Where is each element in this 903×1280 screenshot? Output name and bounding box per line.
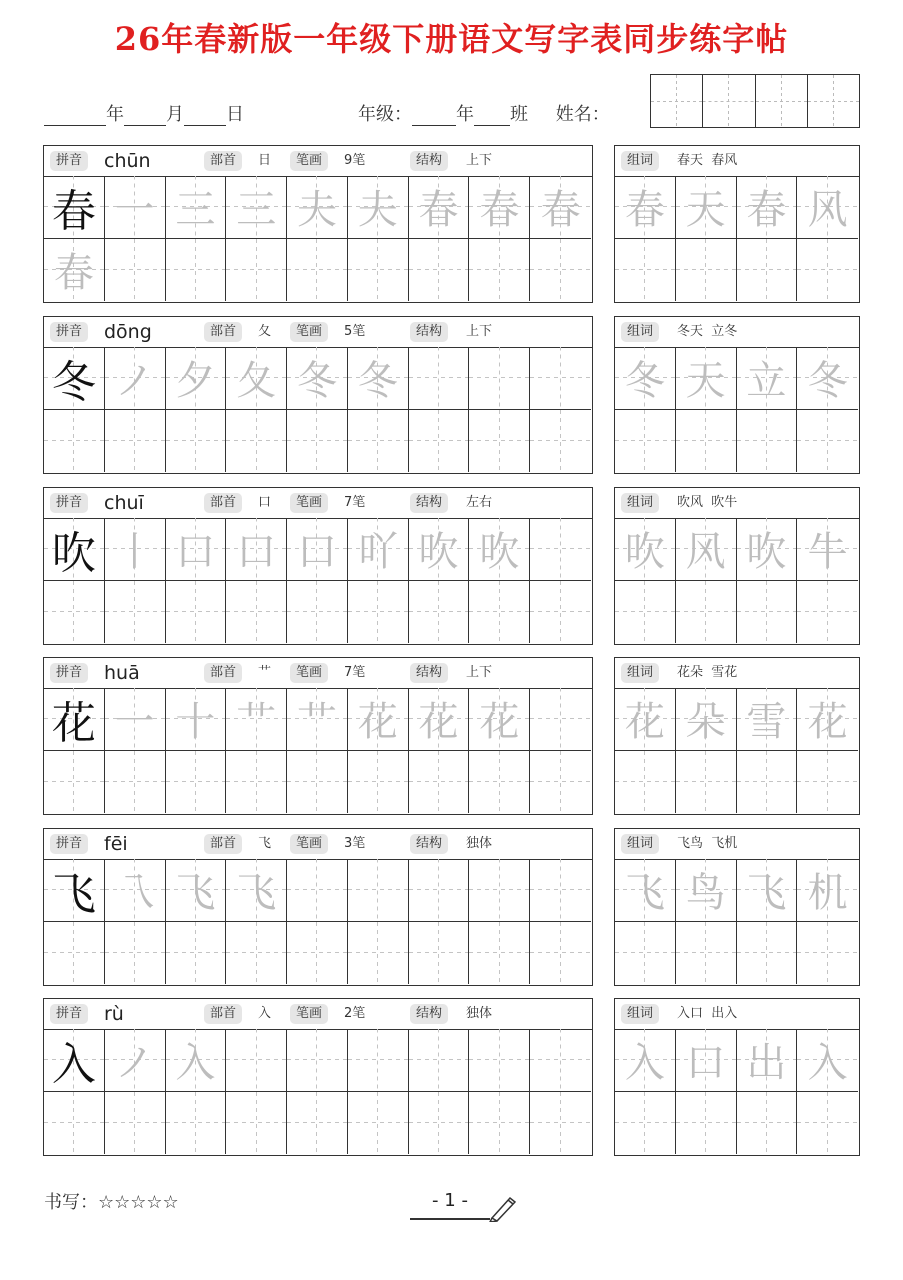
name-grid[interactable] [650,74,860,128]
practice-cell[interactable] [226,1092,287,1155]
practice-cell[interactable] [469,1092,530,1155]
stroke-trace-cell[interactable]: 花 [469,688,530,751]
word-trace-cell[interactable]: 雪 [737,688,798,751]
strokes-tag: 笔画 [290,151,328,171]
name-cell[interactable] [808,75,859,127]
pinyin-tag: 拼音 [50,322,88,342]
practice-cell[interactable] [615,1092,676,1155]
word-trace-cell[interactable]: 立 [737,347,798,410]
practice-cell[interactable] [676,581,737,644]
word-trace-cell[interactable]: 口 [676,1029,737,1092]
practice-cell[interactable] [530,239,591,302]
practice-grid [44,1029,592,1155]
model-char-cell[interactable]: 冬 [44,347,105,410]
practice-cell[interactable] [226,581,287,644]
word-trace-cell[interactable]: 鸟 [676,859,737,922]
practice-cell[interactable] [530,859,591,922]
words-value: 冬天 立冬 [677,324,738,339]
practice-cell[interactable] [469,410,530,473]
practice-cell[interactable] [287,1029,348,1092]
char-info-header [44,146,592,177]
practice-cell[interactable] [530,751,591,814]
practice-cell[interactable] [348,1029,409,1092]
practice-cell[interactable] [348,1092,409,1155]
practice-cell[interactable] [348,581,409,644]
char-info-header [44,999,592,1030]
radical-tag: 部首 [204,151,242,171]
word-header [615,488,859,519]
strokes-tag: 笔画 [290,322,328,342]
strokes-value: 2笔 [344,1006,366,1021]
stroke-trace-cell[interactable]: 冬 [348,347,409,410]
stroke-trace-cell[interactable]: 丨 [105,518,166,581]
practice-cell[interactable] [409,239,470,302]
year-label: 年 [106,104,124,125]
stroke-trace-cell[interactable]: 飞 [226,859,287,922]
radical-value: 夂 [258,324,272,339]
practice-cell[interactable] [676,239,737,302]
practice-cell[interactable] [409,581,470,644]
practice-cell[interactable] [287,1092,348,1155]
practice-cell[interactable] [530,1092,591,1155]
practice-cell[interactable] [469,581,530,644]
practice-cell[interactable] [737,239,798,302]
pinyin-value: rù [104,1003,124,1025]
practice-cell[interactable] [287,410,348,473]
stroke-trace-cell[interactable]: 夫 [287,176,348,239]
stroke-trace-cell[interactable]: 三 [226,176,287,239]
practice-cell[interactable] [44,751,105,814]
practice-cell[interactable] [105,410,166,473]
practice-cell[interactable] [166,581,227,644]
practice-cell[interactable] [737,751,798,814]
strokes-tag: 笔画 [290,663,328,683]
practice-grid [44,518,592,644]
pinyin-value: huā [104,662,140,684]
stroke-trace-cell[interactable]: 十 [166,688,227,751]
stroke-trace-cell[interactable]: 花 [409,688,470,751]
stroke-trace-cell[interactable]: 吖 [348,518,409,581]
practice-cell[interactable] [615,239,676,302]
practice-cell[interactable] [105,1092,166,1155]
practice-grid [44,347,592,473]
word-block [614,487,860,645]
radical-value: 日 [258,153,272,168]
stroke-trace-cell[interactable]: 入 [166,1029,227,1092]
month-blank[interactable] [124,105,166,126]
practice-block [43,828,593,986]
word-trace-cell[interactable]: 风 [676,518,737,581]
practice-cell[interactable] [797,410,858,473]
word-trace-cell[interactable]: 飞 [737,859,798,922]
char-info-header [44,317,592,348]
stroke-trace-cell[interactable]: 夂 [226,347,287,410]
strokes-tag: 笔画 [290,1004,328,1024]
practice-cell[interactable] [676,751,737,814]
name-label: 姓名： [555,104,610,125]
stroke-trace-cell[interactable]: 夕 [166,347,227,410]
date-line [44,100,244,130]
stroke-trace-cell[interactable]: ノ [105,347,166,410]
strokes-tag: 笔画 [290,493,328,513]
stroke-trace-cell[interactable]: 乁 [105,859,166,922]
char-info-header [44,488,592,519]
words-value: 吹风 吹牛 [677,495,738,510]
model-char-cell[interactable]: 春 [44,176,105,239]
word-header [615,146,859,177]
practice-cell[interactable] [166,1092,227,1155]
practice-cell[interactable] [409,922,470,985]
practice-cell[interactable] [348,859,409,922]
stroke-trace-cell[interactable]: 艹 [287,688,348,751]
word-trace-cell[interactable]: 冬 [615,347,676,410]
word-block [614,145,860,303]
words-value: 飞鸟 飞机 [677,836,738,851]
writing-rating: 书写：☆☆☆☆☆ [44,1192,179,1213]
practice-cell[interactable] [409,347,470,410]
radical-tag: 部首 [204,322,242,342]
stroke-trace-cell[interactable]: 一 [105,176,166,239]
practice-cell[interactable] [469,239,530,302]
model-char-cell[interactable]: 入 [44,1029,105,1092]
practice-cell[interactable] [287,922,348,985]
word-header [615,658,859,689]
practice-cell[interactable] [469,922,530,985]
grade-class-blank[interactable] [474,105,510,126]
practice-block [43,487,593,645]
words-tag: 组词 [621,151,659,171]
practice-cell[interactable] [676,410,737,473]
strokes-value: 7笔 [344,495,366,510]
practice-cell[interactable] [409,859,470,922]
practice-cell[interactable] [105,239,166,302]
practice-cell[interactable] [409,1092,470,1155]
structure-tag: 结构 [410,151,448,171]
pinyin-tag: 拼音 [50,834,88,854]
practice-cell[interactable] [530,347,591,410]
practice-grid [44,176,592,302]
radical-value: 飞 [258,836,272,851]
practice-cell[interactable] [469,347,530,410]
structure-value: 上下 [466,324,493,339]
structure-value: 上下 [466,153,493,168]
page-number: - 1 - [410,1188,490,1220]
word-grid [615,688,859,814]
strokes-value: 7笔 [344,665,366,680]
words-value: 花朵 雪花 [677,665,738,680]
strokes-value: 3笔 [344,836,366,851]
practice-grid [44,688,592,814]
pen-icon [486,1192,520,1222]
practice-cell[interactable] [409,1029,470,1092]
pinyin-value: dōng [104,321,152,343]
word-grid [615,176,859,302]
practice-grid [44,859,592,985]
strokes-value: 5笔 [344,324,366,339]
stroke-trace-cell[interactable]: 一 [105,688,166,751]
practice-cell[interactable] [226,751,287,814]
day-blank[interactable] [184,105,226,126]
words-value: 入口 出入 [677,1006,738,1021]
grade-year-label: 年 [456,104,474,125]
practice-cell[interactable] [166,410,227,473]
practice-cell[interactable] [797,239,858,302]
month-label: 月 [166,104,184,125]
words-tag: 组词 [621,834,659,854]
word-trace-cell[interactable]: 出 [737,1029,798,1092]
radical-value: 艹 [258,665,272,680]
practice-cell[interactable] [166,922,227,985]
practice-cell[interactable] [105,922,166,985]
word-grid [615,347,859,473]
word-trace-cell[interactable]: 花 [797,688,858,751]
radical-value: 口 [258,495,272,510]
stroke-trace-cell[interactable]: 春 [530,176,591,239]
practice-cell[interactable] [44,581,105,644]
strokes-tag: 笔画 [290,834,328,854]
radical-tag: 部首 [204,663,242,683]
practice-cell[interactable] [348,751,409,814]
name-cell[interactable] [703,75,755,127]
word-trace-cell[interactable]: 吹 [615,518,676,581]
pinyin-tag: 拼音 [50,151,88,171]
grade-label: 年级： [358,104,412,125]
year-blank[interactable] [44,105,106,126]
practice-cell[interactable] [737,410,798,473]
word-block [614,316,860,474]
practice-cell[interactable] [226,410,287,473]
model-char-cell[interactable]: 飞 [44,859,105,922]
word-trace-cell[interactable]: 春 [737,176,798,239]
practice-cell[interactable] [797,922,858,985]
page-title: 26年春新版一年级下册语文写字表同步练字帖 [114,20,789,58]
radical-tag: 部首 [204,493,242,513]
pinyin-tag: 拼音 [50,1004,88,1024]
practice-cell[interactable] [166,751,227,814]
practice-cell[interactable] [166,239,227,302]
name-cell[interactable] [756,75,808,127]
practice-cell[interactable] [737,1092,798,1155]
word-block [614,657,860,815]
practice-cell[interactable] [44,922,105,985]
strokes-value: 9笔 [344,153,366,168]
words-tag: 组词 [621,493,659,513]
word-trace-cell[interactable]: 飞 [615,859,676,922]
stroke-trace-cell[interactable]: 花 [348,688,409,751]
practice-cell[interactable] [409,410,470,473]
stroke-trace-cell[interactable]: 三 [166,176,227,239]
word-header [615,317,859,348]
word-grid [615,1029,859,1155]
grade-year-blank[interactable] [412,105,456,126]
practice-cell[interactable] [287,581,348,644]
practice-cell[interactable] [105,751,166,814]
grade-class-label: 班 [510,104,528,125]
pinyin-tag: 拼音 [50,663,88,683]
word-grid [615,859,859,985]
practice-cell[interactable] [348,410,409,473]
day-label: 日 [226,104,244,125]
practice-block [43,998,593,1156]
stroke-trace-cell[interactable]: 夫 [348,176,409,239]
model-char-cell[interactable]: 花 [44,688,105,751]
structure-tag: 结构 [410,834,448,854]
practice-cell[interactable] [469,1029,530,1092]
word-trace-cell[interactable]: 天 [676,176,737,239]
structure-tag: 结构 [410,1004,448,1024]
structure-value: 左右 [466,495,493,510]
practice-cell[interactable] [469,859,530,922]
stroke-trace-cell[interactable]: 春 [409,176,470,239]
practice-cell[interactable] [44,1092,105,1155]
practice-cell[interactable] [676,922,737,985]
word-header [615,829,859,860]
word-trace-cell[interactable]: 入 [615,1029,676,1092]
practice-cell[interactable] [737,581,798,644]
practice-cell[interactable] [737,922,798,985]
stroke-trace-cell[interactable]: 艹 [226,688,287,751]
word-block [614,828,860,986]
stroke-trace-cell[interactable]: 吹 [409,518,470,581]
practice-cell[interactable] [797,751,858,814]
pinyin-tag: 拼音 [50,493,88,513]
practice-cell[interactable] [44,410,105,473]
stroke-trace-cell[interactable]: 飞 [166,859,227,922]
stroke-trace-cell[interactable]: 春 [469,176,530,239]
name-cell[interactable] [651,75,703,127]
stroke-trace-cell[interactable]: 口 [166,518,227,581]
words-tag: 组词 [621,1004,659,1024]
practice-cell[interactable] [797,581,858,644]
structure-value: 独体 [466,1006,493,1021]
practice-cell[interactable] [348,922,409,985]
word-trace-cell[interactable]: 风 [797,176,858,239]
word-trace-cell[interactable]: 机 [797,859,858,922]
pinyin-value: chūn [104,150,151,172]
radical-value: 入 [258,1006,272,1021]
practice-cell[interactable] [226,1029,287,1092]
practice-cell[interactable] [105,581,166,644]
word-trace-cell[interactable]: 春 [615,176,676,239]
word-trace-cell[interactable]: 天 [676,347,737,410]
pinyin-value: chuī [104,492,144,514]
structure-value: 独体 [466,836,493,851]
practice-cell[interactable] [797,1092,858,1155]
radical-tag: 部首 [204,1004,242,1024]
practice-block [43,657,593,815]
practice-cell[interactable] [615,922,676,985]
stroke-trace-cell[interactable]: 吹 [469,518,530,581]
practice-cell[interactable] [530,688,591,751]
words-tag: 组词 [621,322,659,342]
word-grid [615,518,859,644]
stroke-trace-cell[interactable]: 口 [226,518,287,581]
word-trace-cell[interactable]: 花 [615,688,676,751]
practice-cell[interactable] [530,1029,591,1092]
char-info-header [44,658,592,689]
practice-block [43,145,593,303]
model-char-cell[interactable]: 吹 [44,518,105,581]
practice-cell[interactable] [530,410,591,473]
stroke-trace-cell[interactable]: ノ [105,1029,166,1092]
trace-char-cell[interactable]: 春 [44,239,105,302]
structure-tag: 结构 [410,322,448,342]
char-info-header [44,829,592,860]
practice-cell[interactable] [226,922,287,985]
structure-tag: 结构 [410,493,448,513]
word-block [614,998,860,1156]
practice-cell[interactable] [615,581,676,644]
practice-cell[interactable] [615,410,676,473]
practice-cell[interactable] [287,859,348,922]
words-value: 春天 春风 [677,153,738,168]
practice-cell[interactable] [287,239,348,302]
word-header [615,999,859,1030]
practice-cell[interactable] [469,751,530,814]
words-tag: 组词 [621,663,659,683]
practice-cell[interactable] [615,751,676,814]
practice-cell[interactable] [676,1092,737,1155]
stroke-trace-cell[interactable]: 冬 [287,347,348,410]
structure-value: 上下 [466,665,493,680]
practice-cell[interactable] [409,751,470,814]
practice-cell[interactable] [226,239,287,302]
practice-cell[interactable] [530,922,591,985]
word-trace-cell[interactable]: 入 [797,1029,858,1092]
word-trace-cell[interactable]: 吹 [737,518,798,581]
word-trace-cell[interactable]: 牛 [797,518,858,581]
radical-tag: 部首 [204,834,242,854]
word-trace-cell[interactable]: 朵 [676,688,737,751]
practice-cell[interactable] [530,581,591,644]
practice-cell[interactable] [530,518,591,581]
practice-block [43,316,593,474]
practice-cell[interactable] [287,751,348,814]
structure-tag: 结构 [410,663,448,683]
practice-cell[interactable] [348,239,409,302]
grade-line [358,100,610,130]
pinyin-value: fēi [104,833,128,855]
stroke-trace-cell[interactable]: 口 [287,518,348,581]
word-trace-cell[interactable]: 冬 [797,347,858,410]
